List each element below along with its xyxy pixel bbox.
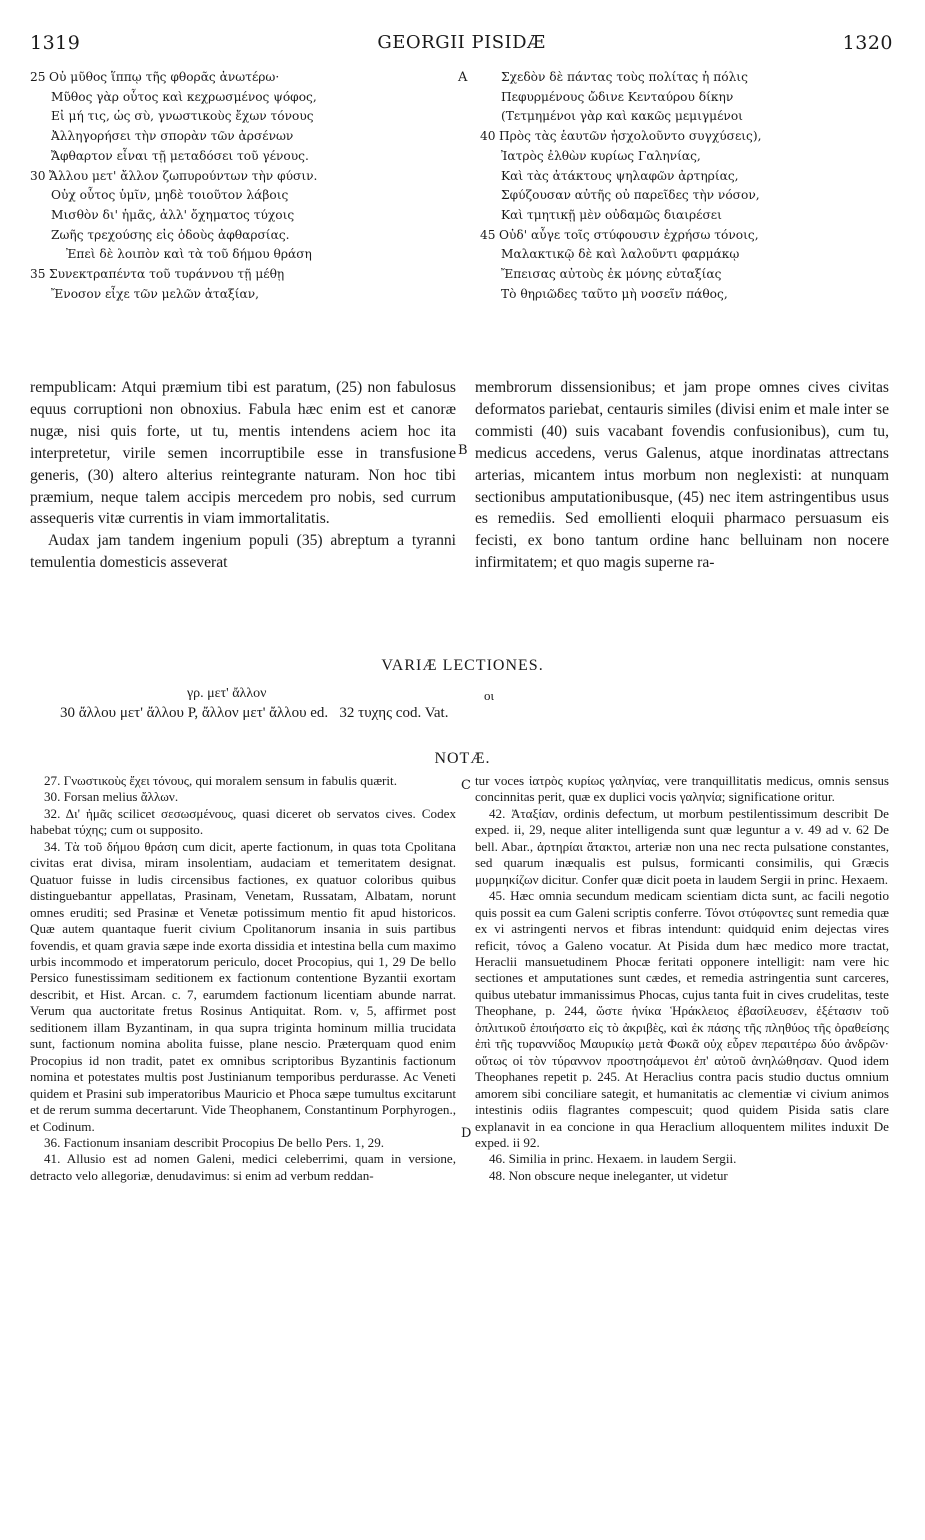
verse-text: Μαλακτικῷ δὲ καὶ λαλοῦντι φαρμάκῳ [501, 247, 740, 262]
verse-text: Πεφυρμένους ὤδινε Κενταύρου δίκην [501, 89, 734, 104]
translation-paragraph: Audax jam tandem ingenium populi (35) abreptum a tyranni temulentia domesticis asseverat [30, 532, 456, 572]
note-entry: 34. Τὰ τοῦ δήμου θράση cum dicit, aperte factionum, in quas tota Cpolitana civitas erat divisa, miram insolentiam, audaciam et temeritatem designat. Quatuor fuisse in ludis circensibus factiones, ex quatuor coloribus quibus distinguebantur appellatas, Prasinam, Venetam, Russatam, Albatam, norunt omnes eruditi; sed Prasinæ et Venetæ potissimum mentio fit apud historicos. Quæ autem quantaque fuerit civium Cpolitanorum insania in suis partibus fovendis, et quam gravia sæpe inde exorta dissidia et intestina bella cum maximo urbis incommodo et imperatorum periculo, docet Procopius, qui 1, 29 De bello Persico funestissimam seditionem ex factionum contentione Byzantii exortam describit, et Hist. Arcan. c. 7, earumdem factionum licentiam abunde narrat. Verum qua auctoritate fretus Rosinus Antiquitat. Rom. v, 5, affirmet post seditionem illam Byzantinam, in qua supra triginta hominum millia trucidata sunt, factionum nomina abolita fuisse, plane nescio. Præterquam quod enim Procopius id non tradit, patet ex omnibus scriptoribus Byzantinis factionum nomina et potestates multis post Justinianum temporibus perdurasse. Ac Veneti quidem et Prasini sub imperatoribus Mauricio et Phoca sæpe tumultus excitarunt et de rerum summa decertarunt. Vide Theophanem, Constantinum Porphyrogen., et Codinum. [30, 838, 456, 1134]
verse-line [480, 285, 895, 305]
margin-marker-c: C [461, 778, 471, 793]
verse-text: Καὶ τμητικῇ μὲν οὐδαμῶς διαιρέσει [501, 207, 722, 222]
note-entry: 27. Γνωστικοὺς ἔχει τόνους, qui moralem sensum in fabulis quærit. [44, 773, 397, 788]
note-entry: 30. Forsan melius ἄλλων. [44, 789, 179, 805]
translation-paragraph: rempublicam: Atqui præmium tibi est paratum, (25) non fabulosus equus corruptioni non obnoxius. Fabula hæc enim est et canoræ nugæ, nisi quis forte, ut tu, mentis intendens aciem hoc ita interpretetur, virile semen incorruptibile esse in transfusione generis, (30) altero alterius reintegrante naturam. Non hoc tibi præmium, neque talem accipis mercedem pro nobis, sed currum assequeris vitæ currentis in viam immortalitatis. [30, 379, 456, 528]
verse-text: Εἰ μή τις, ὡς σὺ, γνωστικοὺς ἔχων τόνους [51, 109, 314, 124]
verse-line [480, 265, 895, 285]
variant-superscript-b: οι [484, 688, 494, 703]
greek-verse-left [30, 68, 445, 304]
verse-text: Οὐ μῦθος ἵππῳ τῆς φθορᾶς ἀνωτέρω· [49, 70, 280, 84]
verse-text: Σφύζουσαν αὐτῆς οὐ παρεῖδες τὴν νόσον, [501, 188, 760, 203]
verse-number: 35 [30, 267, 46, 282]
page-number-left: 1319 [30, 32, 81, 54]
notae-title: NOTÆ. [434, 750, 491, 767]
verse-text: Ἰατρὸς ἐλθὼν κυρίως Γαληνίας, [501, 148, 701, 163]
verse-text: Καὶ τὰς ἀτάκτους ψηλαφῶν ἀρτηρίας, [501, 168, 739, 183]
latin-translation-right [475, 377, 889, 574]
page-header [30, 32, 893, 56]
verse-text: Ἄλλου μετ' ἄλλον ζωπυρούντων τὴν φύσιν. [49, 168, 318, 183]
verse-text: Οὐδ' αὖγε τοῖς στύφουσιν ἐχρήσω τόνοις, [499, 227, 759, 242]
verse-line [30, 186, 445, 206]
margin-marker-b: B [458, 443, 468, 458]
variant-readings: 30 ἄλλου μετ' ἄλλου P, ἄλλον μετ' ἄλλου ed. 32 τυχης cod. Vat. [60, 705, 449, 721]
verse-line [480, 88, 895, 108]
margin-marker-d: D [461, 1126, 472, 1141]
note-entry: 32. Δι' ἡμᾶς scilicet σεσωσμένους, quasi diceret ob servatos cives. Codex habebat τύχης; cum οι supposito. [30, 805, 456, 838]
verse-number: 30 [30, 168, 46, 183]
verse-text: Οὐχ οὗτος ὑμῖν, μηδὲ τοιοῦτον λάβοις [51, 188, 289, 203]
note-entry: 36. Factionum insaniam describit Procopius De bello Pers. 1, 29. [44, 1134, 385, 1150]
notes-column-right [475, 773, 889, 1184]
translation-paragraph: membrorum dissensionibus; et jam prope omnes cives civitas deformatos pariebat, centauris similes (divisi enim et male inter se commisti (40) suis vacabant fovendis confusionibus), cum tu, medicus accedens, verus Galenus, atque inordinatas attrectans arterias, micantem intus morbum non neglexisti: at nunquam sectionibus amputationibusque, (45) nec item astringentibus usus es remediis. Sed emollienti eloquii pharmaco persuasum eis fecisti, ex bono tantum ordine hanc belluinam non nocere infirmitatem; et quo magis superne ra- [475, 379, 889, 572]
verse-line [30, 206, 445, 226]
verse-number: 25 [30, 70, 46, 84]
verse-line [480, 167, 895, 187]
verse-text: Ἄφθαρτον εἶναι τῇ μεταδόσει τοῦ γένους. [51, 148, 309, 163]
verse-line [480, 68, 895, 88]
verse-number: 45 [480, 227, 496, 242]
verse-line [30, 265, 445, 285]
variant-superscript-a: γρ. μετ' ἄλλον [187, 686, 267, 701]
verse-line [30, 107, 445, 127]
verse-text: Σχεδὸν δὲ πάντας τοὺς πολίτας ἡ πόλις [501, 70, 748, 84]
verse-line [30, 147, 445, 167]
verse-line [30, 68, 445, 88]
note-entry: 42. Ἀταξίαν, ordinis defectum, ut morbum pestilentissimum describit De exped. ii, 29, neque aliter intelligenda sunt quæ leguntur a v. 49 ad v. 62 De bell. Abar., ἀρτηρίαι ἄτακτοι, arteriæ non una nec recta pulsatione constantes, sed quarum inæqualis est pulsus, formicanti consimilis, qui Græcis μυρμηκίζων dicitur. Confer quæ dicit poeta in laudem Sergii in princ. Hexaem. [475, 805, 889, 887]
note-entry: 45. Hæc omnia secundum medicam scientiam dicta sunt, ac facili negotio quis possit ea cum Galeni scriptis conferre. Τόνοι στύφοντες sunt remedia quæ ex vi astringenti nervos et fibras intendunt: quidquid enim dejectas vires reficit, τόνος a Galeno vocatur. At Pisida dum hæc medico more tractat, Heraclii mansuetudinem Phocæ feritati opponere intelligit: nam vere hic sectiones et amputationes sunt cædes, et remedia astringentia sunt carceres, quibus utebatur immanissimus Phocas, cujus tanta fuit in cives crudelitas, teste Theophane, p. 244, ὥστε ἡνίκα Ἡράκλειος ἐβασίλευσεν, ἐξέτασιν τοῦ ὁπλιτικοῦ ἐποιήσατο εἰς τὸ ἀκριβὲς, καὶ ἐκ πάσης τῆς πληθύος τῆς ὀραθείσης ἐπὶ τῆς τυραννίδος Μαυρικίῳ μετὰ Φωκᾶ οὐχ εὗρεν περαιτέρω δύο ἀνδρῶν· οὕτως οἱ τὸν τύραννον προστησάμενοι ἐπ' αὐτοῦ ἀνηλώθησαν. Quod idem Theophanes repetit p. 245. At Heraclius contra pacis studio ductus omnium amorem sibi conciliare sategit, et humanitatis ac clementiæ vi civium animos intestinis odiis flagrantes compescuit; quod quidem Pisida satis clare explanavit in ea concione in qua Heraclium alloquentem milites induxit De exped. ii 92. [475, 888, 889, 1150]
verse-number: 40 [480, 129, 496, 144]
verse-line [480, 127, 895, 147]
note-entry: 46. Similia in princ. Hexaem. in laudem Sergii. [489, 1151, 737, 1167]
page-number-right: 1320 [842, 32, 893, 54]
verse-text: Ἐπεὶ δὲ λοιπὸν καὶ τὰ τοῦ δήμου θράση [66, 247, 312, 262]
verse-line [30, 226, 445, 246]
verse-line [480, 206, 895, 226]
verse-text: Μισθὸν δι' ἡμᾶς, ἀλλ' ὄχηματος τύχοις [51, 207, 295, 222]
verse-text: Μῦθος γὰρ οὗτος καὶ κεχρωσμένος ψόφος, [51, 89, 317, 104]
note-entry: 48. Non obscure neque ineleganter, ut videtur [489, 1167, 728, 1183]
verse-text: (Τετμημένοι γὰρ καὶ κακῶς μεμιγμένοι [501, 109, 743, 124]
note-entry: tur voces ἰατρὸς κυρίως γαληνίας, vere tranquillitatis medicus, omnis sensus concinnitas perit, quæ ex duplici vocis γαληνία; significatione oritur. [475, 773, 889, 805]
verse-text: Τὸ θηριῶδες ταῦτο μὴ νοσεῖν πάθος, [501, 286, 728, 301]
verse-text: Ζωῆς τρεχούσης εἰς ὁδοὺς ἀφθαρσίας. [51, 227, 290, 242]
verse-line [30, 245, 445, 265]
variae-lectiones-title: VARIÆ LECTIONES. [381, 657, 544, 674]
notes-column-left [30, 773, 456, 1184]
verse-line [30, 285, 445, 305]
verse-text: Ἀλληγορήσει τὴν σπορὰν τῶν ἀρσένων [51, 129, 294, 144]
greek-verse-right [480, 68, 895, 304]
verse-text: Ἔπεισας αὐτοὺς ἐκ μόνης εὐταξίας [501, 267, 722, 282]
running-title: GEORGII PISIDÆ [377, 32, 546, 53]
verse-line [30, 127, 445, 147]
margin-marker-a: A [458, 70, 468, 85]
verse-line [30, 167, 445, 187]
verse-text: Ἔνοσον εἶχε τῶν μελῶν ἀταξίαν, [51, 286, 259, 301]
verse-line [30, 88, 445, 108]
verse-line [480, 186, 895, 206]
verse-line [480, 107, 895, 127]
verse-text: Πρὸς τὰς ἑαυτῶν ἠσχολοῦντο συγχύσεις), [499, 129, 762, 144]
verse-line [480, 226, 895, 246]
verse-line [480, 245, 895, 265]
latin-translation-left [30, 377, 456, 574]
verse-text: Συνεκτραπέντα τοῦ τυράννου τῇ μέθῃ [49, 267, 285, 282]
note-entry: 41. Allusio est ad nomen Galeni, medici celeberrimi, quam in versione, detracto velo allegoriæ, denudavimus: si enim ad verbum reddan- [30, 1151, 456, 1183]
verse-line [480, 147, 895, 167]
